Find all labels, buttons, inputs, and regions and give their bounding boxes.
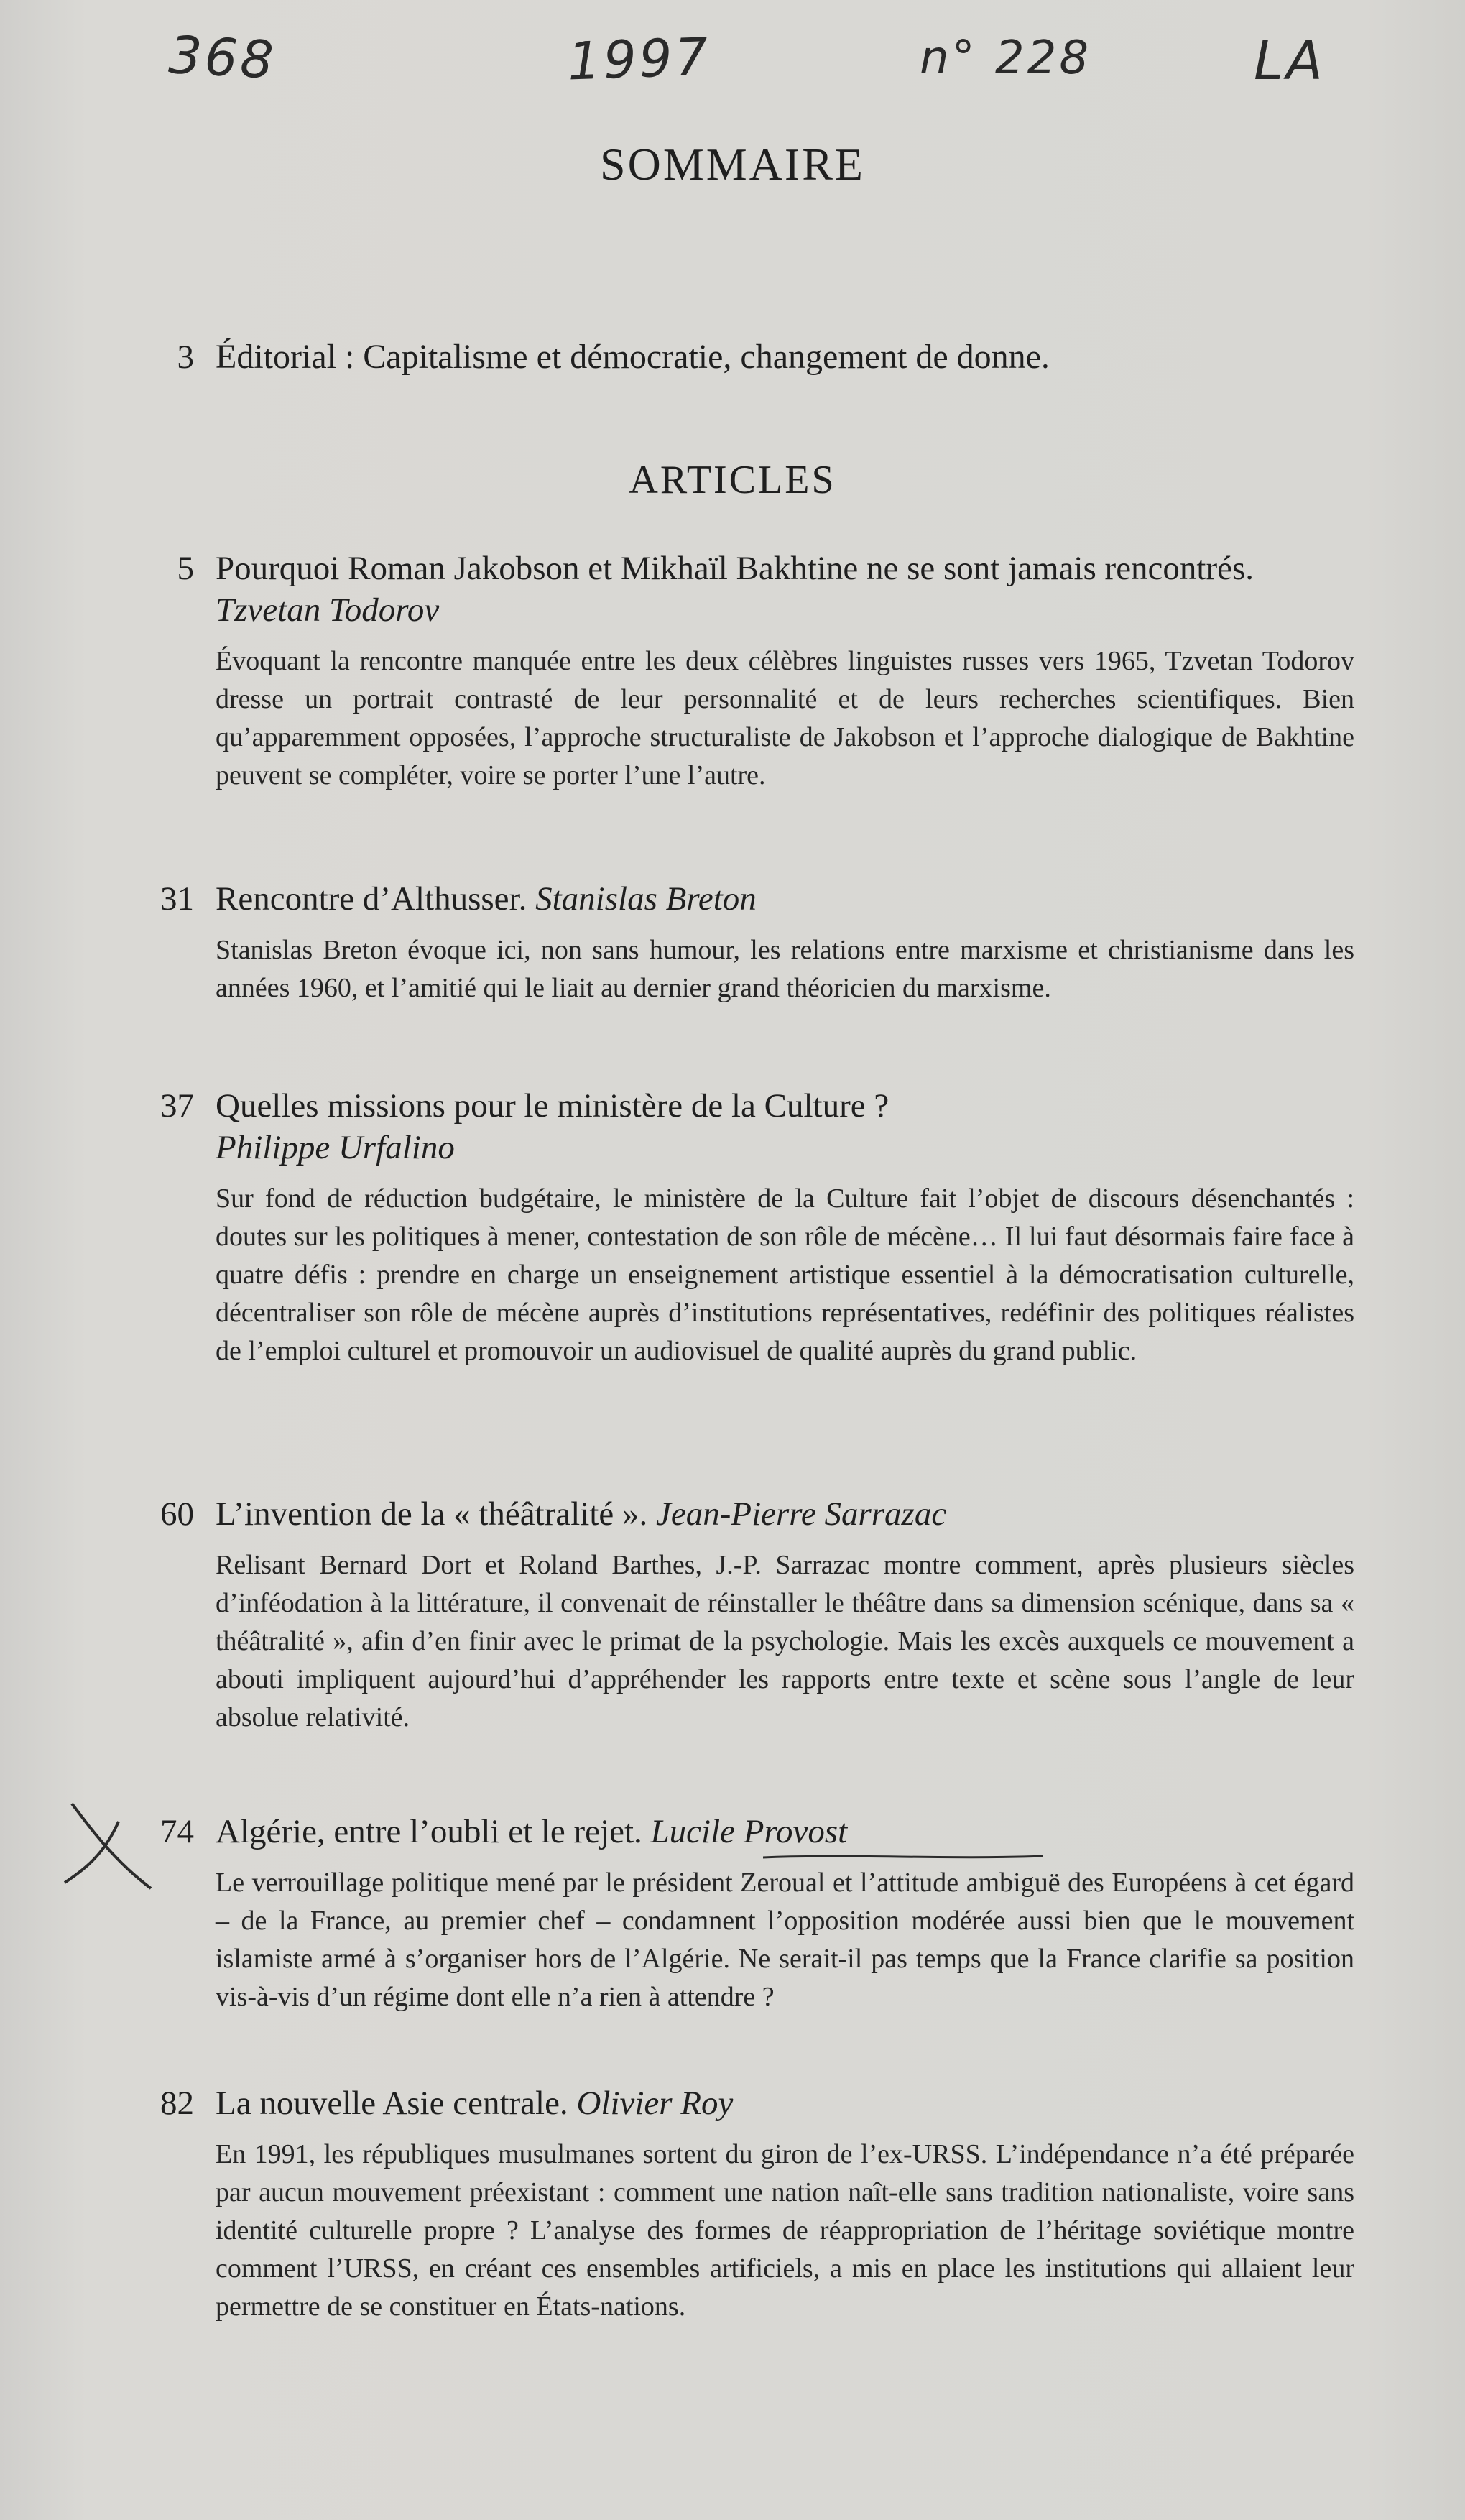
entry-summary: Sur fond de réduction budgétaire, le ministère de la Culture fait l’objet de discours désenchantés : doutes sur les politiques à mener, contestation de son rôle de mécène… Il lui faut désormais faire face à quatre défis : prendre en charge un enseignement artistique essentiel à la démocratisation culturelle, décentraliser son rôle de mécène auprès d’institutions représentatives, redéfinir des politiques réalistes de l’emploi culturel et promouvoir un audiovisuel de qualité auprès du grand public. (216, 1183, 1354, 1366)
article-entry (140, 878, 1354, 1007)
article-entry (140, 548, 1354, 795)
pen-underline-mark (763, 1851, 1043, 1863)
pen-cross-mark (50, 1796, 165, 1897)
entry-title: L’invention de la « théâtralité ». (216, 1495, 648, 1533)
page-title: SOMMAIRE (600, 139, 865, 190)
entry-author: Tzvetan Todorov (216, 591, 440, 629)
entry-summary: Le verrouillage politique mené par le président Zeroual et l’attitude ambiguë des Européens à cet égard – de la France, au premier chef – condamnent l’opposition modérée aussi bien que le mouvement islamiste armé à s’organiser hors de l’Algérie. Ne serait-il pas temps que la France clarifie sa position vis-à-vis d’un régime dont elle n’a rien à attendre ? (216, 1868, 1354, 2012)
entry-heading (216, 2082, 1354, 2124)
page-number: 3 (177, 338, 194, 376)
entry-title: Rencontre d’Althusser. (216, 880, 527, 918)
entry-author: Philippe Urfalino (216, 1129, 455, 1166)
entry-title: Algérie, entre l’oubli et le rejet. (216, 1813, 642, 1850)
entry-summary: Stanislas Breton évoque ici, non sans humour, les relations entre marxisme et christianisme dans les années 1960, et l’amitié qui le liait au dernier grand théoricien du marxisme. (216, 935, 1354, 1003)
article-entry (140, 1085, 1354, 1370)
entry-title: Pourquoi Roman Jakobson et Mikhaïl Bakhtine ne se sont jamais rencontrés. (216, 550, 1254, 587)
page-number: 60 (160, 1495, 194, 1533)
section-heading: ARTICLES (629, 458, 836, 502)
handwritten-note: 1997 (566, 26, 712, 92)
article-entry (140, 2082, 1354, 2326)
entry-title: Quelles missions pour le ministère de la Culture ? (216, 1087, 889, 1125)
article-entry (140, 1493, 1354, 1737)
entry-author: Jean-Pierre Sarrazac (656, 1495, 947, 1533)
handwritten-note: n° 228 (920, 32, 1092, 85)
entry-heading (216, 548, 1354, 631)
page-number: 5 (177, 550, 194, 587)
entry-heading (216, 878, 1354, 920)
entry-heading (216, 1085, 1354, 1168)
editorial-entry (140, 336, 1354, 378)
page-number: 37 (160, 1087, 194, 1125)
entry-heading (216, 1811, 1354, 1852)
entry-author: Olivier Roy (576, 2085, 734, 2122)
entry-author: Stanislas Breton (535, 880, 757, 918)
entry-heading (216, 1493, 1354, 1535)
entry-summary: Évoquant la rencontre manquée entre les deux célèbres linguistes russes vers 1965, Tzvetan Todorov dresse un portrait contrasté de leur personnalité et de leurs recherches scientifiques. Bien qu’apparemment opposées, l’approche structuraliste de Jakobson et l’approche dialogique de Bakhtine peuvent se compléter, voire se porter l’une l’autre. (216, 646, 1354, 790)
page-number: 82 (160, 2085, 194, 2122)
page-number: 31 (160, 880, 194, 918)
handwritten-note: LA (1254, 30, 1326, 92)
entry-title: La nouvelle Asie centrale. (216, 2085, 568, 2122)
entry-summary: Relisant Bernard Dort et Roland Barthes, J.-P. Sarrazac montre comment, après plusieurs siècles d’inféodation à la littérature, il convenait de réinstaller le théâtre dans sa dimension scénique, dans sa « théâtralité », afin d’en finir avec le primat de la psychologie. Mais les excès auxquels ce mouvement a abouti impliquent aujourd’hui d’appréhender les rapports entre texte et scène sous l’angle de leur absolue relativité. (216, 1550, 1354, 1732)
page-number: 74 (160, 1813, 194, 1850)
entry-summary: En 1991, les républiques musulmanes sortent du giron de l’ex-URSS. L’indépendance n’a été préparée par aucun mouvement préexistant : comment une nation naît-elle sans tradition nationaliste, voire sans identité culturelle propre ? L’analyse des formes de réappropriation de l’héritage soviétique montre comment l’URSS, en créant ces ensembles artificiels, a mis en place les institutions qui allaient leur permettre de se constituer en États-nations. (216, 2139, 1354, 2322)
article-entry (140, 1811, 1354, 2016)
handwritten-note: 368 (167, 24, 278, 91)
entry-author: Lucile Provost (650, 1813, 848, 1850)
entry-title: Éditorial : Capitalisme et démocratie, changement de donne. (216, 338, 1050, 376)
